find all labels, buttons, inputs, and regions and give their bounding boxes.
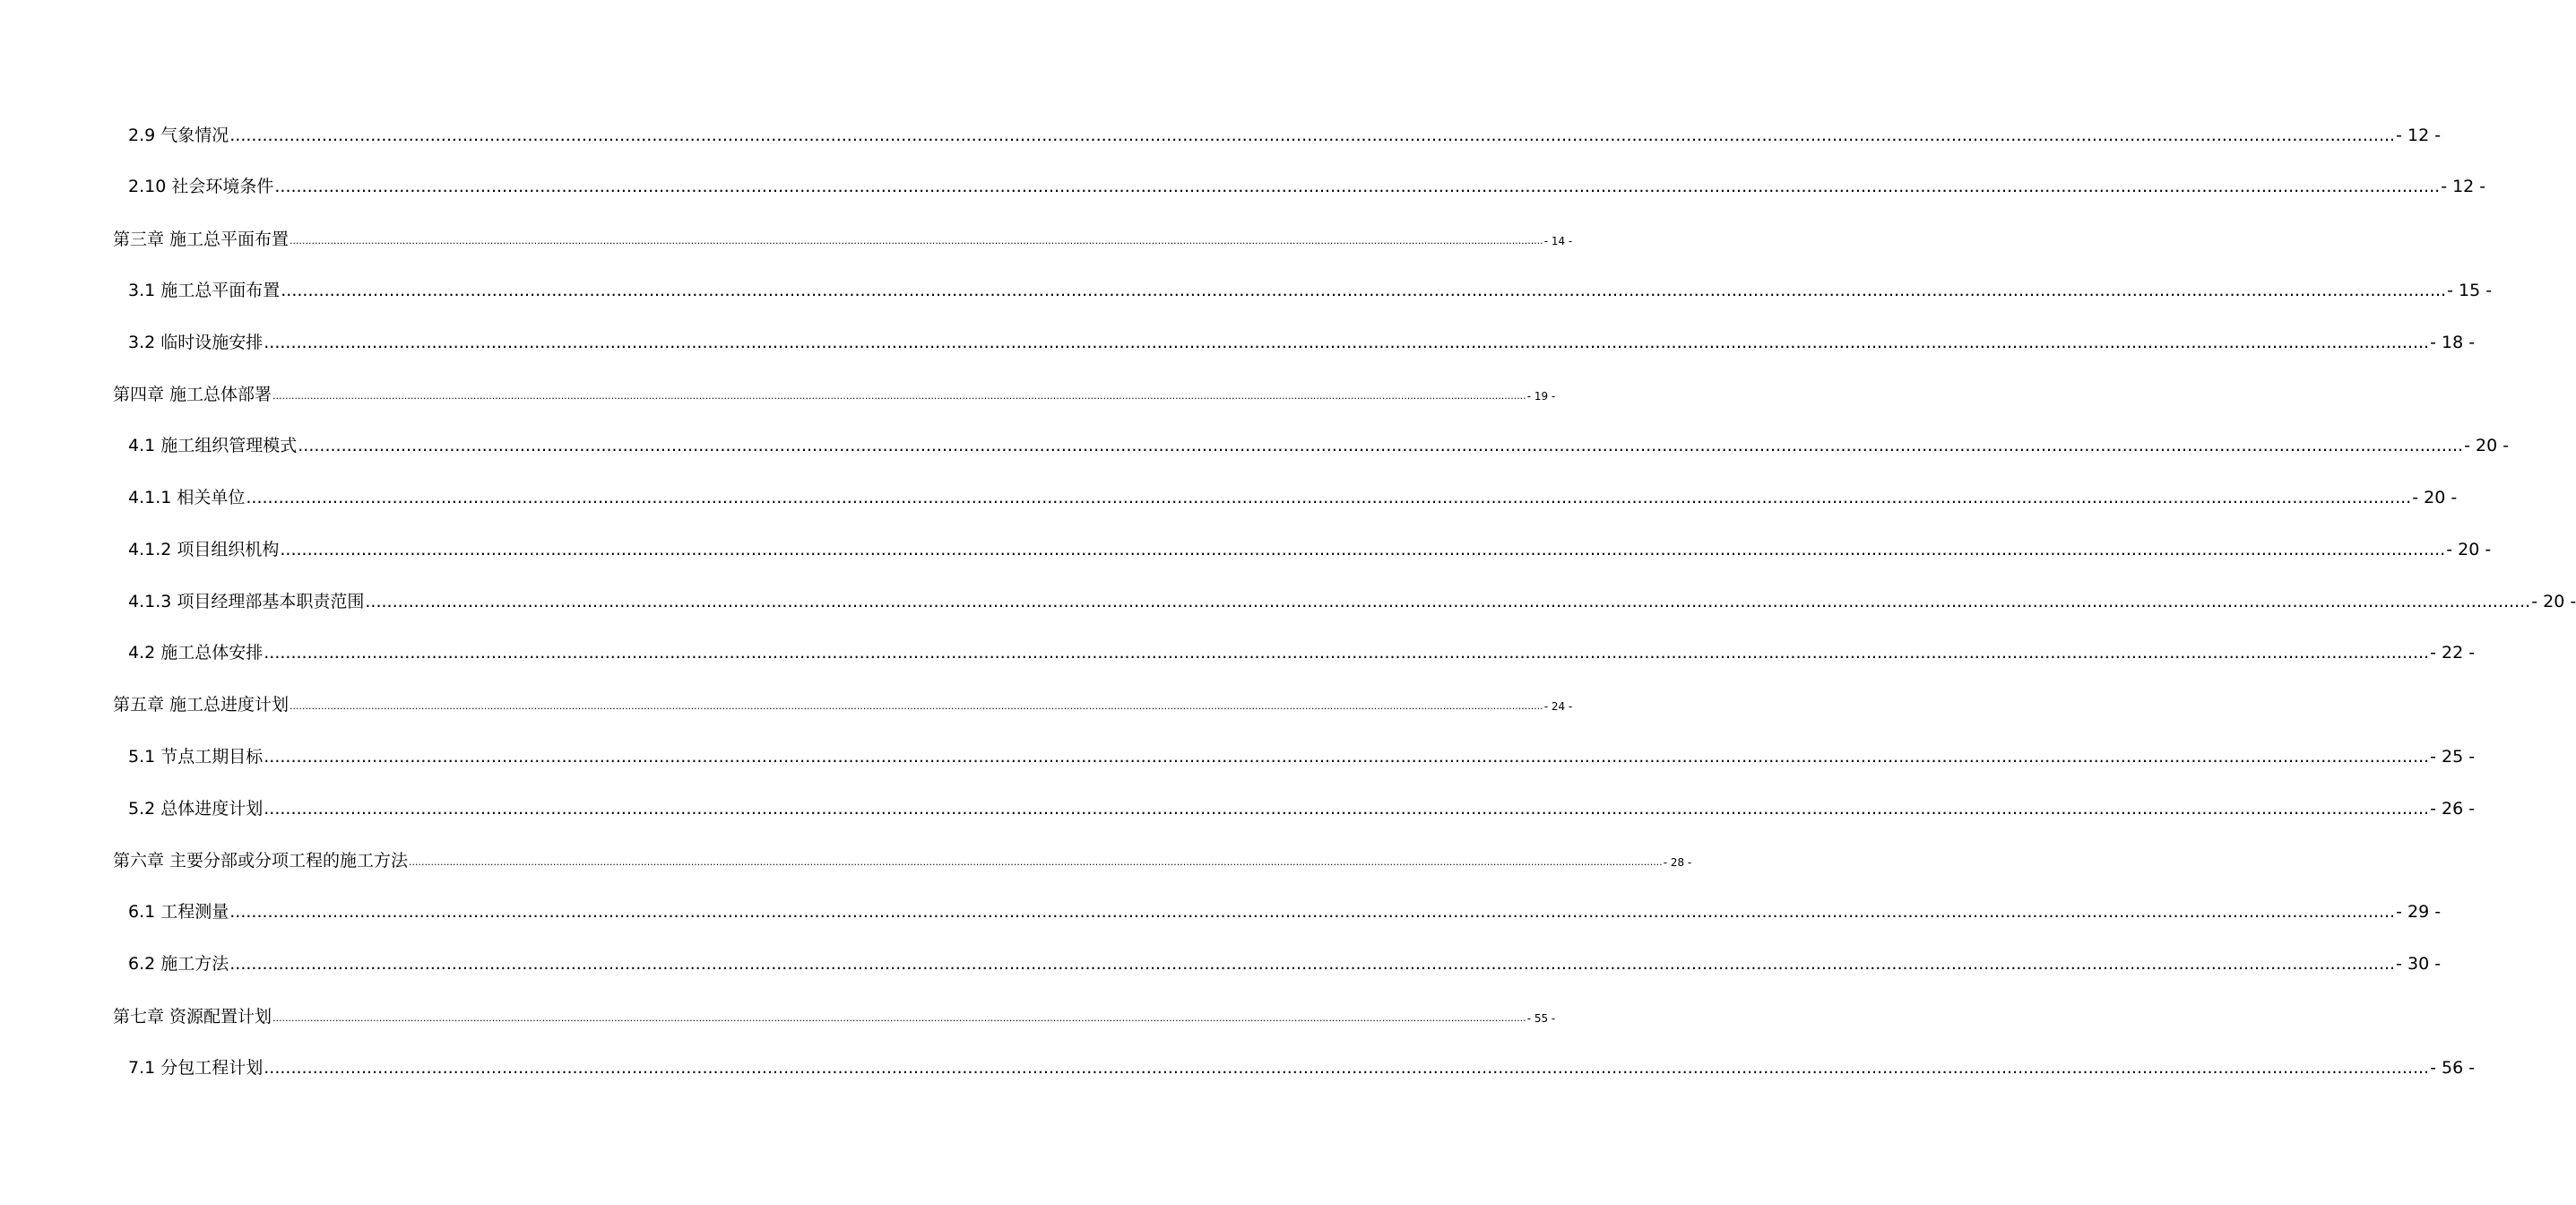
toc-dot-leader: ................................................................................................................................................................................................................................................................................................................................................................................................................ bbox=[264, 799, 2430, 819]
toc-entry[interactable] bbox=[128, 898, 2442, 925]
toc-chapter-entry[interactable] bbox=[113, 381, 1556, 408]
toc-dot-leader: ................................................................................................................................................................................................................................................................................................................................................................................................................ bbox=[264, 747, 2430, 767]
toc-entry-page: - 25 - bbox=[2430, 747, 2476, 767]
toc-entry-title: 3.1 施工总平面布置 bbox=[128, 281, 281, 300]
toc-entry-title: 4.1 施工组织管理模式 bbox=[128, 436, 298, 455]
toc-entry-page: - 55 - bbox=[1526, 1012, 1556, 1025]
toc-entry[interactable] bbox=[128, 173, 2486, 200]
toc-entry-page: - 29 - bbox=[2396, 902, 2442, 922]
toc-entry-title: 第三章 施工总平面布置 bbox=[113, 230, 290, 249]
toc-dot-leader: ................................................................................................................................................................................................................................................................................................................................................................................................................ bbox=[409, 856, 1663, 868]
toc-dot-leader: ................................................................................................................................................................................................................................................................................................................................................................................................................ bbox=[272, 390, 1526, 402]
toc-chapter-entry[interactable] bbox=[113, 226, 1573, 253]
toc-entry[interactable] bbox=[128, 639, 2476, 666]
toc-dot-leader: ................................................................................................................................................................................................................................................................................................................................................................................................................ bbox=[264, 333, 2430, 352]
toc-entry-page: - 20 - bbox=[2531, 592, 2576, 611]
toc-dot-leader: ................................................................................................................................................................................................................................................................................................................................................................................................................ bbox=[229, 954, 2396, 974]
toc-entry-title: 4.1.2 项目组织机构 bbox=[128, 540, 280, 559]
toc-dot-leader: ................................................................................................................................................................................................................................................................................................................................................................................................................ bbox=[229, 126, 2396, 145]
toc-entry[interactable] bbox=[128, 588, 2576, 615]
toc-entry[interactable] bbox=[128, 536, 2492, 563]
toc-entry-title: 4.1.3 项目经理部基本职责范围 bbox=[128, 592, 365, 611]
toc-entry-title: 3.2 临时设施安排 bbox=[128, 333, 264, 352]
toc-dot-leader: ................................................................................................................................................................................................................................................................................................................................................................................................................ bbox=[298, 436, 2464, 455]
toc-dot-leader: ................................................................................................................................................................................................................................................................................................................................................................................................................ bbox=[280, 540, 2446, 559]
toc-dot-leader: ................................................................................................................................................................................................................................................................................................................................................................................................................ bbox=[264, 1058, 2430, 1078]
toc-entry-title: 第七章 资源配置计划 bbox=[113, 1007, 272, 1027]
toc-entry[interactable] bbox=[128, 1054, 2476, 1081]
toc-dot-leader: ................................................................................................................................................................................................................................................................................................................................................................................................................ bbox=[281, 281, 2447, 300]
toc-entry-title: 2.9 气象情况 bbox=[128, 126, 229, 145]
toc-entry-page: - 18 - bbox=[2430, 333, 2476, 352]
toc-entry[interactable] bbox=[128, 432, 2510, 459]
toc-dot-leader: ................................................................................................................................................................................................................................................................................................................................................................................................................ bbox=[290, 235, 1543, 247]
toc-entry-page: - 19 - bbox=[1526, 390, 1556, 403]
toc-entry-page: - 22 - bbox=[2430, 643, 2476, 663]
toc-entry-title: 4.2 施工总体安排 bbox=[128, 643, 264, 663]
toc-entry-title: 5.2 总体进度计划 bbox=[128, 799, 264, 819]
toc-entry-page: - 26 - bbox=[2430, 799, 2476, 819]
toc-entry-page: - 20 - bbox=[2464, 436, 2510, 455]
toc-entry[interactable] bbox=[128, 743, 2476, 770]
toc-entry-page: - 12 - bbox=[2441, 177, 2486, 196]
toc-entry-title: 6.1 工程测量 bbox=[128, 902, 229, 922]
toc-dot-leader: ................................................................................................................................................................................................................................................................................................................................................................................................................ bbox=[290, 700, 1543, 712]
toc-dot-leader: ................................................................................................................................................................................................................................................................................................................................................................................................................ bbox=[274, 177, 2441, 196]
toc-entry[interactable] bbox=[128, 277, 2493, 304]
toc-entry[interactable] bbox=[128, 795, 2476, 822]
toc-entry-title: 7.1 分包工程计划 bbox=[128, 1058, 264, 1078]
toc-entry-title: 第五章 施工总进度计划 bbox=[113, 695, 290, 715]
toc-entry-page: - 30 - bbox=[2396, 954, 2442, 974]
toc-entry-page: - 15 - bbox=[2447, 281, 2493, 300]
toc-entry[interactable] bbox=[128, 122, 2442, 149]
toc-entry-page: - 28 - bbox=[1663, 856, 1692, 869]
toc-chapter-entry[interactable] bbox=[113, 1003, 1556, 1030]
toc-chapter-entry[interactable] bbox=[113, 691, 1573, 718]
toc-entry[interactable] bbox=[128, 950, 2442, 977]
toc-entry-page: - 12 - bbox=[2396, 126, 2442, 145]
toc-entry-title: 4.1.1 相关单位 bbox=[128, 488, 246, 507]
toc-entry[interactable] bbox=[128, 329, 2476, 356]
toc-entry-title: 5.1 节点工期目标 bbox=[128, 747, 264, 767]
toc-entry-title: 2.10 社会环境条件 bbox=[128, 177, 274, 196]
toc-entry-title: 第六章 主要分部或分项工程的施工方法 bbox=[113, 851, 409, 871]
toc-dot-leader: ................................................................................................................................................................................................................................................................................................................................................................................................................ bbox=[229, 902, 2396, 922]
toc-dot-leader: ................................................................................................................................................................................................................................................................................................................................................................................................................ bbox=[365, 592, 2531, 611]
toc-entry-title: 6.2 施工方法 bbox=[128, 954, 229, 974]
toc-entry[interactable] bbox=[128, 484, 2458, 511]
toc-entry-page: - 14 - bbox=[1543, 235, 1573, 247]
toc-entry-page: - 20 - bbox=[2412, 488, 2458, 507]
toc-dot-leader: ................................................................................................................................................................................................................................................................................................................................................................................................................ bbox=[264, 643, 2430, 663]
toc-dot-leader: ................................................................................................................................................................................................................................................................................................................................................................................................................ bbox=[272, 1012, 1526, 1024]
toc-entry-page: - 24 - bbox=[1543, 700, 1573, 713]
toc-chapter-entry[interactable] bbox=[113, 847, 1692, 874]
toc-entry-title: 第四章 施工总体部署 bbox=[113, 385, 272, 404]
toc-entry-page: - 56 - bbox=[2430, 1058, 2476, 1078]
toc-dot-leader: ................................................................................................................................................................................................................................................................................................................................................................................................................ bbox=[246, 488, 2412, 507]
toc-entry-page: - 20 - bbox=[2446, 540, 2492, 559]
